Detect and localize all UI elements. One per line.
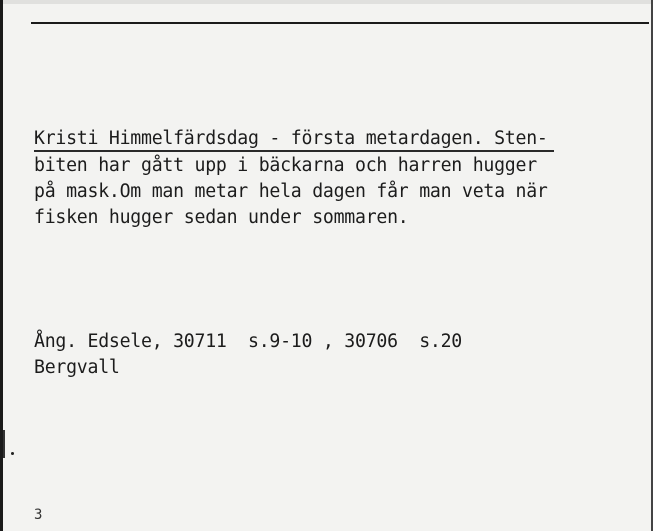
collector-name: Bergvall bbox=[34, 357, 120, 378]
header-rule bbox=[31, 22, 649, 24]
entry-line-1: Kristi Himmelfärdsdag - första metardagen. Sten- bbox=[34, 128, 548, 149]
entry-line-3: på mask.Om man metar hela dagen får man veta när bbox=[34, 181, 548, 202]
title-underline bbox=[34, 150, 554, 152]
page-number: 3 bbox=[34, 507, 43, 523]
margin-tick bbox=[3, 430, 5, 458]
margin-dot bbox=[11, 452, 14, 455]
card-top-edge bbox=[3, 0, 651, 4]
source-reference: Ång. Edsele, 30711 s.9-10 , 30706 s.20 bbox=[34, 331, 462, 352]
entry-line-2: biten har gått upp i bäckarna och harren hugger bbox=[34, 155, 537, 176]
entry-line-4: fisken hugger sedan under sommaren. bbox=[34, 207, 409, 228]
